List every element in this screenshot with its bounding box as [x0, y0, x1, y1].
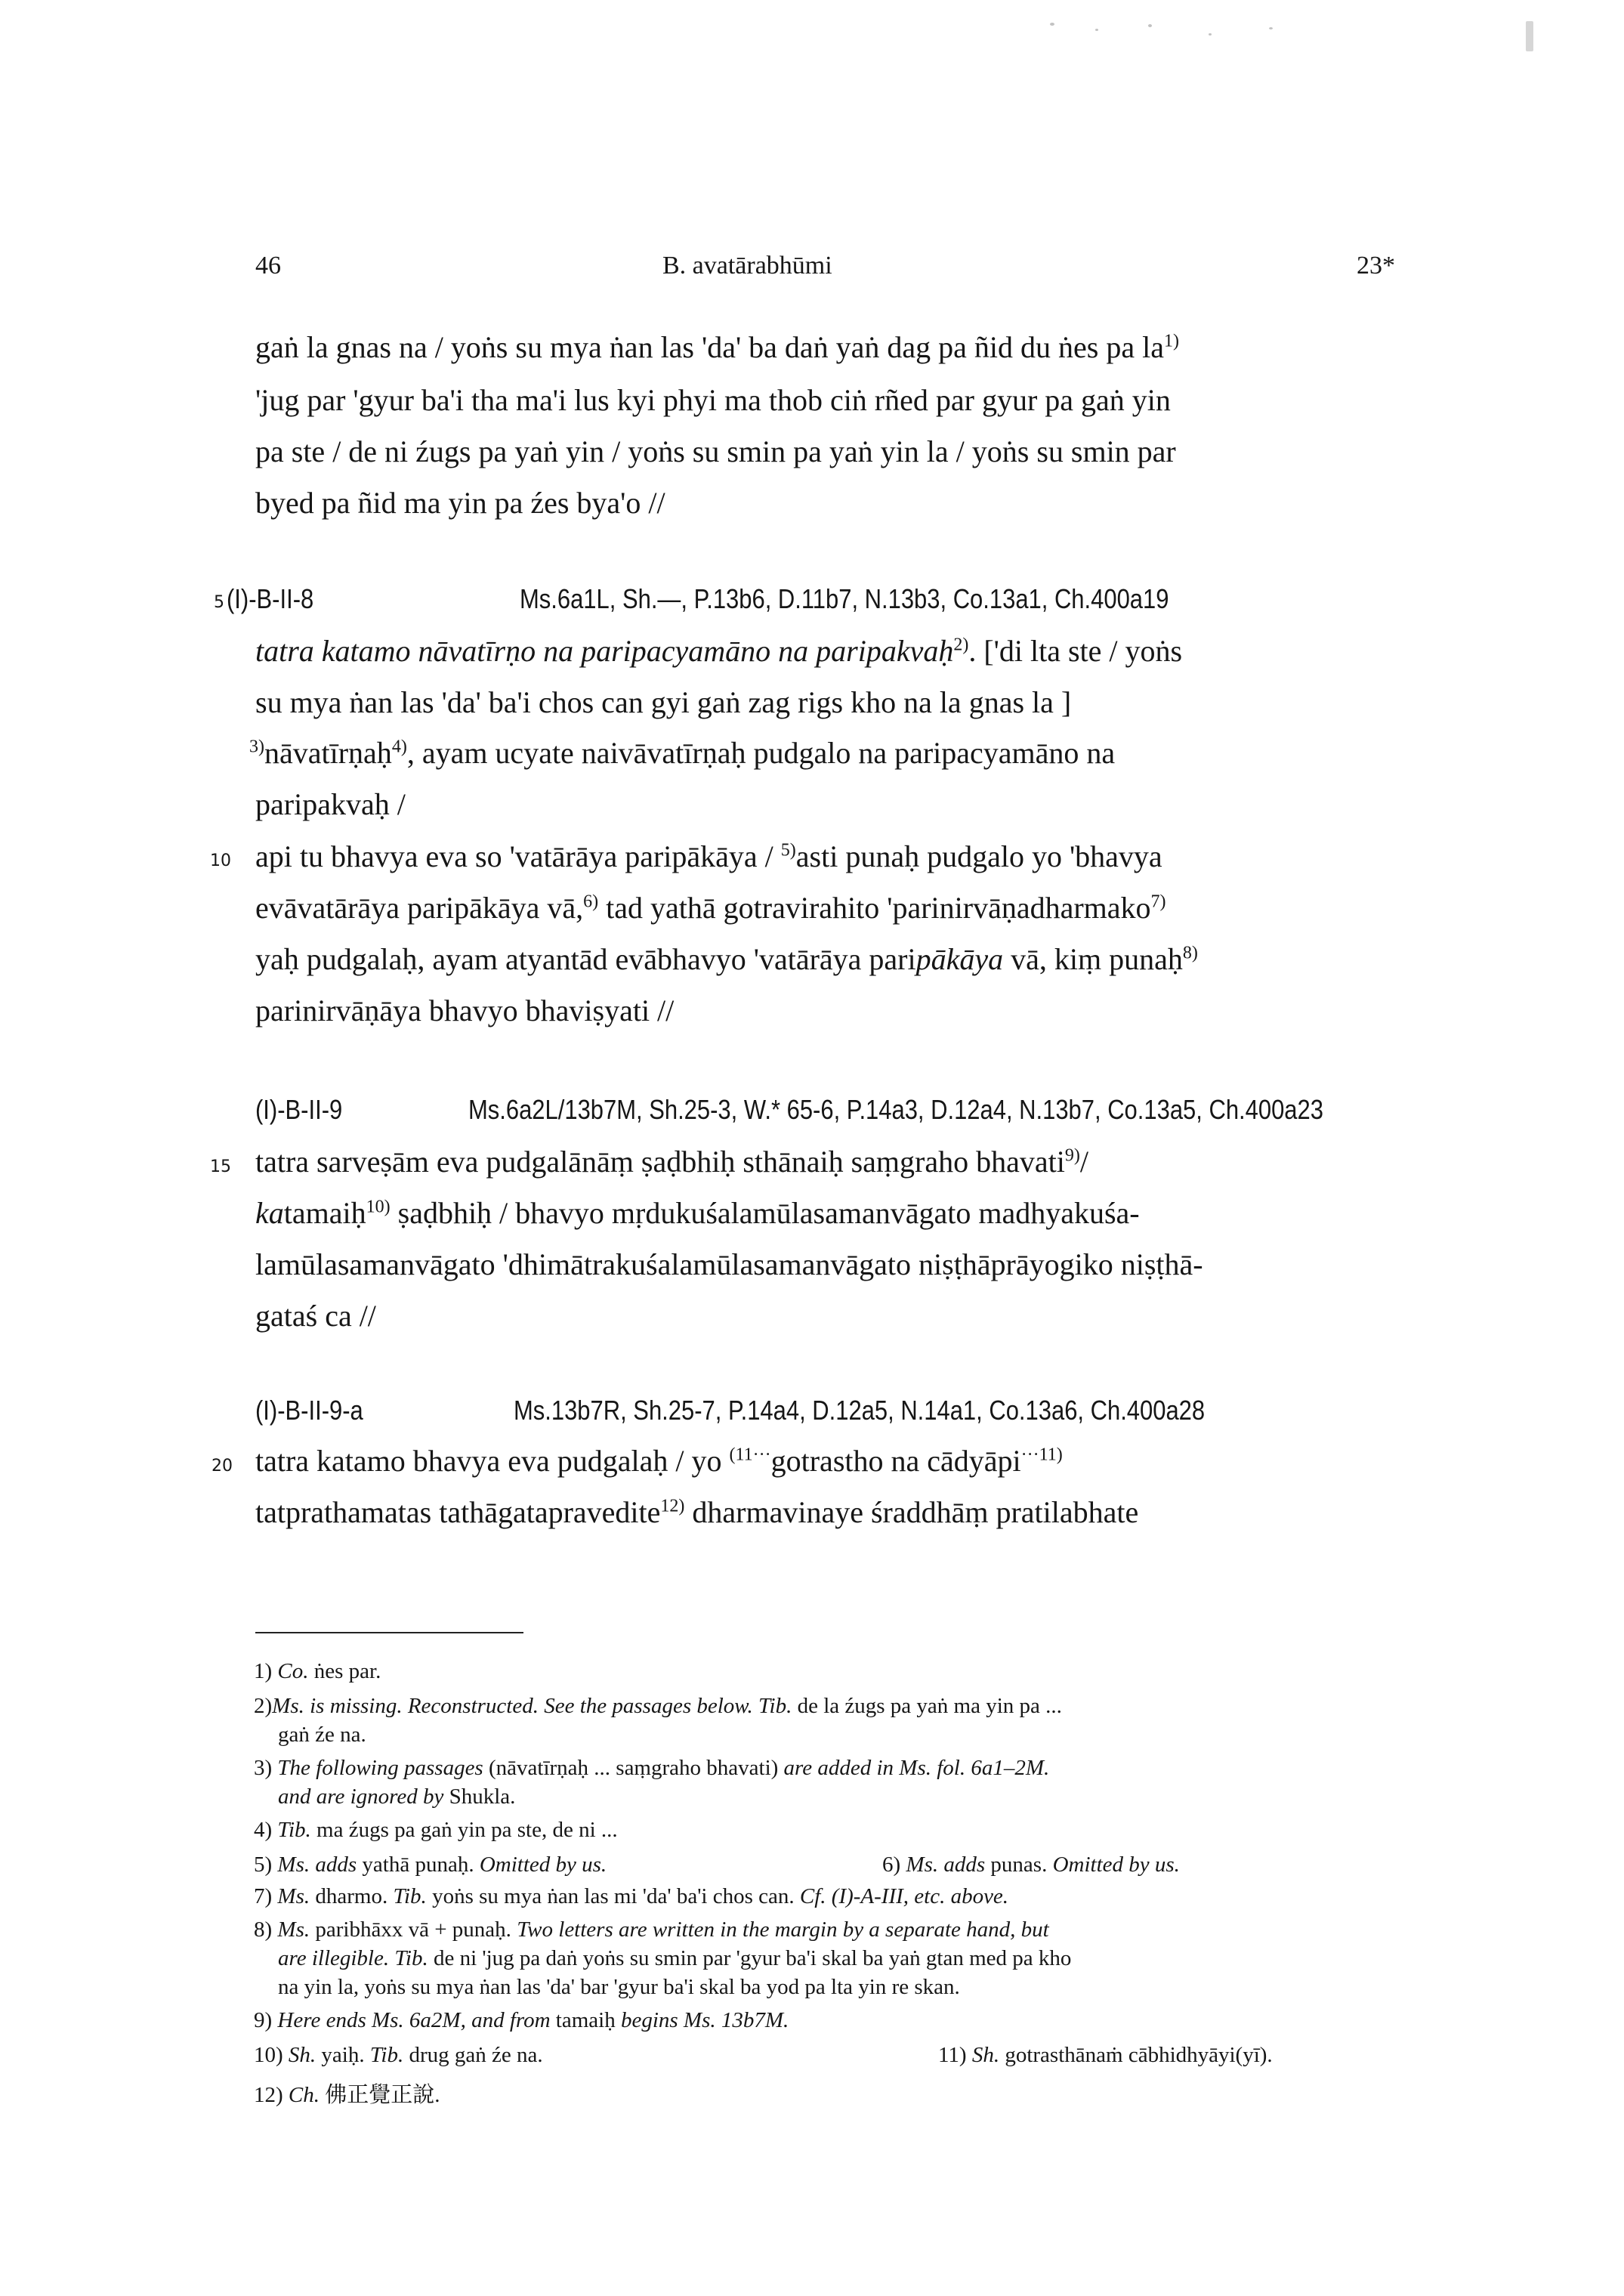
text-line: lamūlasamanvāgato 'dhimātrakuśalamūlasamanvāgato niṣṭhāprāyogiko niṣṭhā- [255, 1247, 1203, 1281]
section-sources: Ms.13b7R, Sh.25-7, P.14a4, D.12a5, N.14a1, Co.13a6, Ch.400a28 [514, 1395, 1206, 1426]
footnote-ref: 1) [1164, 331, 1179, 351]
footnote-continuation: gaṅ źe na. [278, 1723, 366, 1747]
footnote: 4) Tib. ma źugs pa gaṅ yin pa ste, de ni ... [254, 1818, 618, 1842]
text-line: yaḥ pudgalaḥ, ayam atyantād evābhavyo 'vatārāya paripākāya vā, kiṃ punaḥ$^{8)}$ [255, 942, 1198, 976]
text-line: evāvatārāya paripākāya vā,$^{6)}$ tad yathā gotravirahito 'parinirvāṇadharmako$^{7)}$ [255, 891, 1166, 925]
footnote: 8) Ms. paribhāxx vā + punaḥ. Two letters are written in the margin by a separate hand, but [254, 1917, 1049, 1942]
section-sources: Ms.6a1L, Sh.—, P.13b6, D.11b7, N.13b3, Co.13a1, Ch.400a19 [520, 583, 1169, 614]
section-id: (I)-B-II-9-a [255, 1395, 363, 1426]
text-line: katamaiḥ$^{10)}$ ṣaḍbhiḥ / bhavyo mṛdukuśalamūlasamanvāgato madhyakuśa- [255, 1196, 1140, 1230]
text-line: byed pa ñid ma yin pa źes bya'o // [255, 486, 665, 520]
footnote-divider [255, 1632, 523, 1633]
page-ref: 23* [1357, 252, 1395, 280]
section-sources: Ms.6a2L/13b7M, Sh.25-3, W.* 65-6, P.14a3, D.12a4, N.13b7, Co.13a5, Ch.400a23 [468, 1094, 1323, 1125]
text-line: gaṅ la gnas na / yoṅs su mya ṅan las 'da' ba daṅ yaṅ dag pa ñid du ṅes pa $la^{1)}$ [255, 330, 1179, 364]
running-title: B. avatārabhūmi [662, 252, 832, 280]
text-line: tatra katamo nāvatīrṇo na paripacyamāno na paripakvaḥ$^{2)}$. ['di lta ste / yoṅs [255, 634, 1183, 668]
footnote: 6) Ms. adds punas. Omitted by us. [882, 1853, 1180, 1877]
footnote: 3) The following passages (nāvatīrṇaḥ ... saṃgraho bhavati) are added in Ms. fol. 6a1–2M. [254, 1756, 1050, 1780]
footnote: 7) Ms. dharmo. Tib. yoṅs su mya ṅan las mi 'da' ba'i chos can. Cf. (I)-A-III, etc. above. [254, 1884, 1009, 1908]
text-line: tatra sarveṣām eva pudgalānāṃ ṣaḍbhiḥ sthānaiḥ saṃgraho bhavati$^{9)}$/ [255, 1145, 1088, 1179]
text-line: pa ste / de ni źugs pa yaṅ yin / yoṅs su smin pa yaṅ yin la / yoṅs su smin par [255, 434, 1176, 468]
line-number: 5 [214, 593, 224, 612]
text-line: $^{3)}$nāvatīrṇaḥ$^{4)}$, ayam ucyate naivāvatīrṇaḥ pudgalo na paripacyamāno na [249, 736, 1116, 770]
footnote-continuation: and are ignored by Shukla. [278, 1785, 516, 1809]
text-line: tatra katamo bhavya eva pudgalaḥ / yo $^{(11\cdot\cdot\cdot}$gotrastho na cādyāpi$^{\cdot\cdot\cdot 11)}$ [255, 1444, 1063, 1478]
footnote: 9) Here ends Ms. 6a2M, and from tamaiḥ begins Ms. 13b7M. [254, 2008, 789, 2032]
footnote: 12) Ch. 佛正覺正說. [254, 2083, 440, 2107]
footnote: 2)Ms. is missing. Reconstructed. See the passages below. Tib. de la źugs pa yaṅ ma yin pa ... [254, 1694, 1062, 1718]
text-line: 'jug par 'gyur ba'i tha ma'i lus kyi phyi ma thob ciṅ rñed par gyur pa gaṅ yin [255, 383, 1171, 417]
section-id: (I)-B-II-9 [255, 1094, 343, 1125]
footnote-continuation: na yin la, yoṅs su mya ṅan las 'da' bar 'gyur ba'i skal ba yod pa lta yin re skan. [278, 1975, 960, 1999]
footnote-continuation: are illegible. Tib. de ni 'jug pa daṅ yoṅs su smin par 'gyur ba'i skal ba yaṅ gtan med pa kho [278, 1946, 1072, 1970]
scan-speck [1095, 29, 1098, 31]
section-id: (I)-B-II-8 [227, 583, 314, 614]
scan-speck [1148, 24, 1152, 27]
line-number: 10 [210, 851, 231, 870]
scan-speck [1209, 33, 1212, 36]
scan-speck [1050, 23, 1054, 26]
page-number: 46 [255, 252, 281, 280]
line-number: 20 [211, 1457, 233, 1476]
text-line: gataś ca // [255, 1299, 376, 1333]
footnote: 10) Sh. yaiḥ. Tib. drug gaṅ źe na. [254, 2043, 543, 2067]
text-line: paripakvaḥ / [255, 787, 406, 821]
scan-speck [1269, 27, 1273, 29]
footnote: 11) Sh. gotrasthānaṁ cābhidhyāyi(yī). [938, 2043, 1273, 2067]
text-line: parinirvāṇāya bhavyo bhaviṣyati // [255, 993, 675, 1027]
text-line: su mya ṅan las 'da' ba'i chos can gyi gaṅ zag rigs kho na la gnas la ] [255, 685, 1072, 719]
text-line: tatprathamatas tathāgatapravedite$^{12)}$ dharmavinaye śraddhāṃ pratilabhate [255, 1495, 1139, 1529]
footnote: 5) Ms. adds yathā punaḥ. Omitted by us. [254, 1853, 607, 1877]
scan-speck [1526, 21, 1533, 51]
line-number: 15 [210, 1157, 231, 1176]
text-line: api tu bhavya eva so 'vatārāya paripākāya / $^{5)}$asti punaḥ pudgalo yo 'bhavya [255, 839, 1162, 873]
footnote: 1) Co. ṅes par. [254, 1659, 381, 1683]
